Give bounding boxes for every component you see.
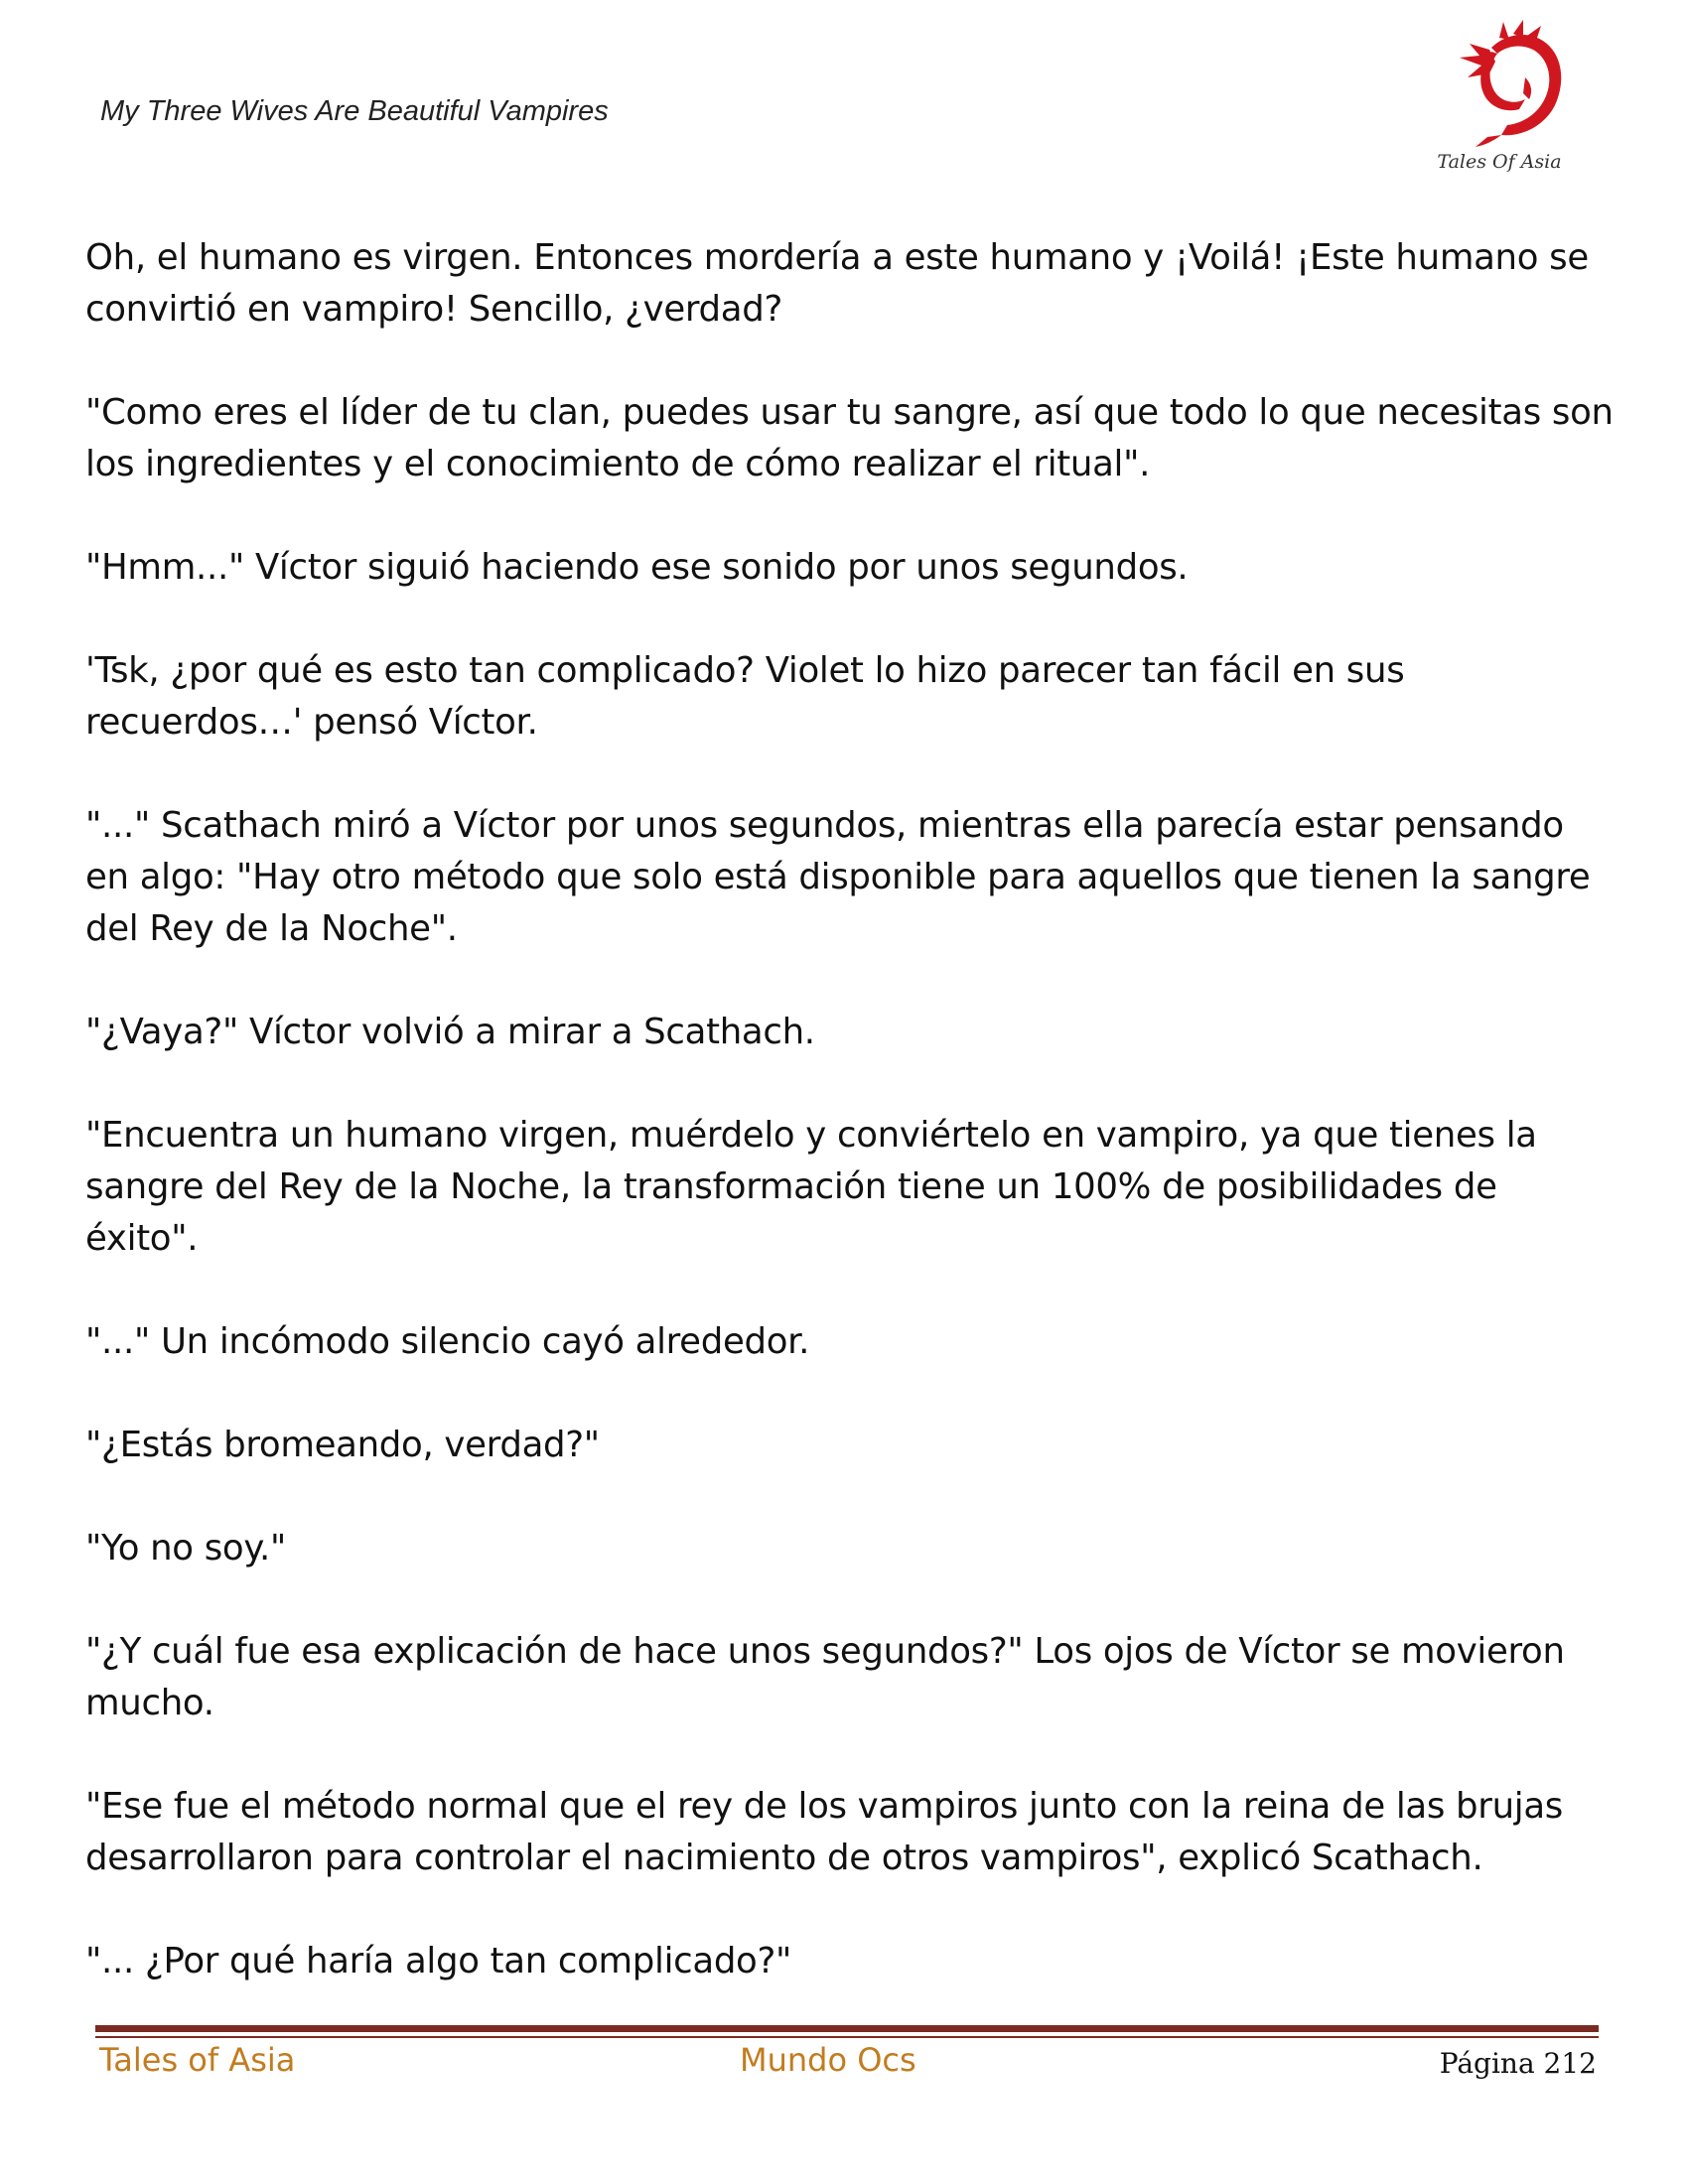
paragraph: "..." Un incómodo silencio cayó alrededor.: [85, 1321, 810, 1362]
dragon-icon: [1430, 18, 1569, 157]
footer-rule-thin: [95, 2036, 1599, 2038]
footer-rule-thick: [95, 2025, 1599, 2032]
paragraph: "¿Estás bromeando, verdad?": [85, 1425, 600, 1465]
page-number: Página 212: [1439, 2047, 1597, 2080]
document-title: My Three Wives Are Beautiful Vampires: [100, 95, 609, 127]
paragraph: "Ese fue el método normal que el rey de los vampiros junto con la reina de las brujas desarrollaron para controlar el nacimiento de otros vampiros", explicó Scathach.: [85, 1786, 1564, 1878]
paragraph: "..." Scathach miró a Víctor por unos segundos, mientras ella parecía estar pensando en algo: "Hay otro método que solo está disponible para aquellos que tienen la sangre del Rey de la Noche".: [85, 805, 1591, 949]
paragraph: "Como eres el líder de tu clan, puedes usar tu sangre, así que todo lo que necesitas son los ingredientes y el conocimiento de cómo realizar el ritual".: [85, 392, 1614, 484]
paragraph: "... ¿Por qué haría algo tan complicado?": [85, 1941, 792, 1981]
chapter-text: [85, 232, 1615, 2039]
paragraph: "¿Vaya?" Víctor volvió a mirar a Scathach.: [85, 1012, 815, 1052]
footer-publisher: Tales of Asia: [99, 2041, 296, 2079]
paragraph: "Hmm..." Víctor siguió haciendo ese sonido por unos segundos.: [85, 547, 1189, 588]
paragraph: Oh, el humano es virgen. Entonces mordería a este humano y ¡Voilá! ¡Este humano se convirtió en vampiro! Sencillo, ¿verdad?: [85, 237, 1589, 330]
paragraph: "Yo no soy.": [85, 1528, 286, 1569]
paragraph: "Encuentra un humano virgen, muérdelo y conviértelo en vampiro, ya que tienes la sangre del Rey de la Noche, la transformación tiene un 100% de posibilidades de éxito".: [85, 1115, 1537, 1259]
paragraph: 'Tsk, ¿por qué es esto tan complicado? Violet lo hizo parecer tan fácil en sus recuerdos…' pensó Víctor.: [85, 650, 1405, 743]
footer-translator: Mundo Ocs: [740, 2041, 916, 2079]
tales-of-asia-logo: [1430, 18, 1569, 182]
paragraph: "¿Y cuál fue esa explicación de hace unos segundos?" Los ojos de Víctor se movieron mucho.: [85, 1631, 1565, 1723]
logo-text: Tales Of Asia: [1437, 151, 1562, 173]
